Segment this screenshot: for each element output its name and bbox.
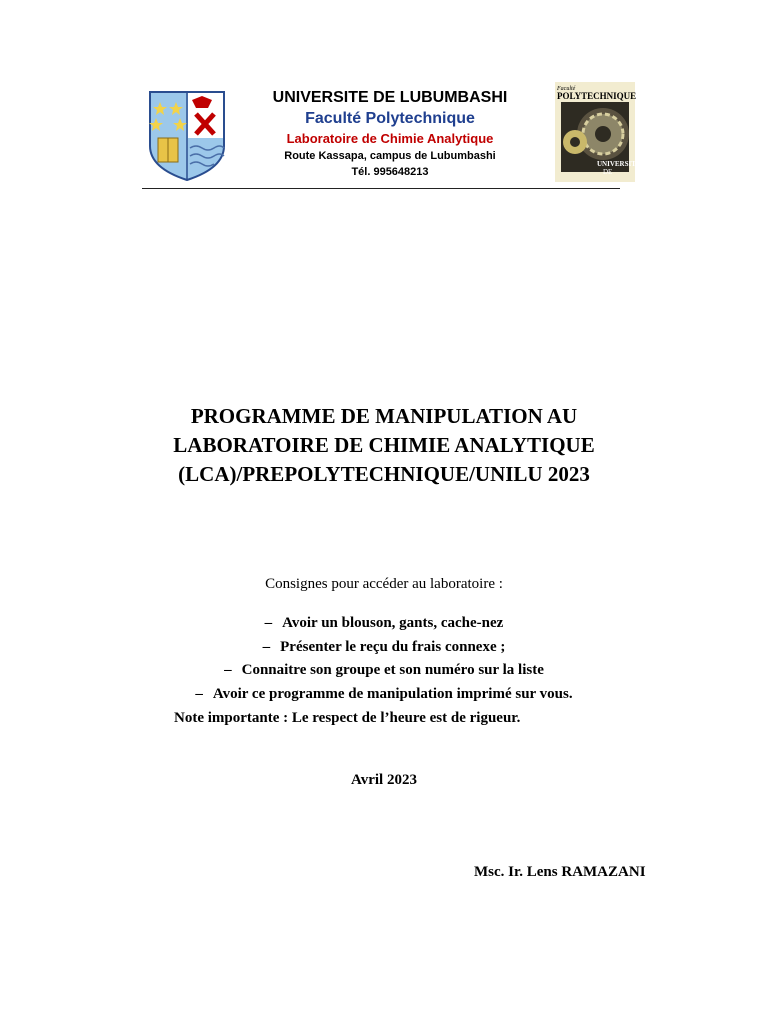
faculty-polytechnique-logo	[555, 82, 641, 182]
author-signature: Msc. Ir. Lens RAMAZANI	[474, 864, 646, 880]
university-crest-logo	[146, 86, 228, 182]
document-title	[60, 402, 708, 489]
faculty-name: Faculté Polytechnique	[305, 110, 475, 127]
address: Route Kassapa, campus de Lubumbashi	[284, 150, 496, 162]
instructions-list	[0, 612, 768, 706]
svg-text:DE: DE	[603, 168, 613, 176]
title-line: PROGRAMME DE MANIPULATION AU	[190, 404, 578, 428]
title-line: LABORATOIRE DE CHIMIE ANALYTIQUE	[173, 433, 595, 457]
list-item-text: Avoir ce programme de manipulation imprimé sur vous.	[212, 685, 573, 702]
bullet-dash: –	[262, 638, 271, 655]
letterhead-divider	[142, 188, 620, 189]
document-date: Avril 2023	[351, 772, 417, 788]
letterhead	[140, 78, 641, 188]
university-name: UNIVERSITE DE LUBUMBASHI	[272, 89, 508, 106]
list-item-text: Présenter le reçu du frais connexe ;	[280, 638, 506, 655]
list-item	[0, 659, 768, 683]
phone: Tél. 995648213	[351, 166, 429, 178]
list-item	[0, 612, 768, 636]
letterhead-text	[240, 88, 540, 180]
bullet-dash: –	[264, 615, 273, 631]
instructions-heading: Consignes pour accéder au laboratoire :	[265, 576, 503, 592]
laboratory-name: Laboratoire de Chimie Analytique	[286, 131, 494, 146]
svg-text:POLYTECHNIQUE: POLYTECHNIQUE	[557, 91, 637, 101]
list-item	[0, 636, 768, 660]
svg-text:UNIVERSITE: UNIVERSITE	[597, 160, 641, 168]
svg-text:Faculté: Faculté	[557, 86, 576, 92]
list-item	[0, 683, 768, 707]
list-item-text: Avoir un blouson, gants, cache-nez	[282, 615, 504, 631]
title-line: (LCA)/PREPOLYTECHNIQUE/UNILU 2023	[178, 462, 590, 486]
bullet-dash: –	[195, 685, 203, 702]
important-note: Note importante : Le respect de l’heure est de rigueur.	[174, 710, 521, 726]
list-item-text: Connaitre son groupe et son numéro sur la liste	[241, 662, 544, 678]
bullet-dash: –	[224, 662, 232, 678]
